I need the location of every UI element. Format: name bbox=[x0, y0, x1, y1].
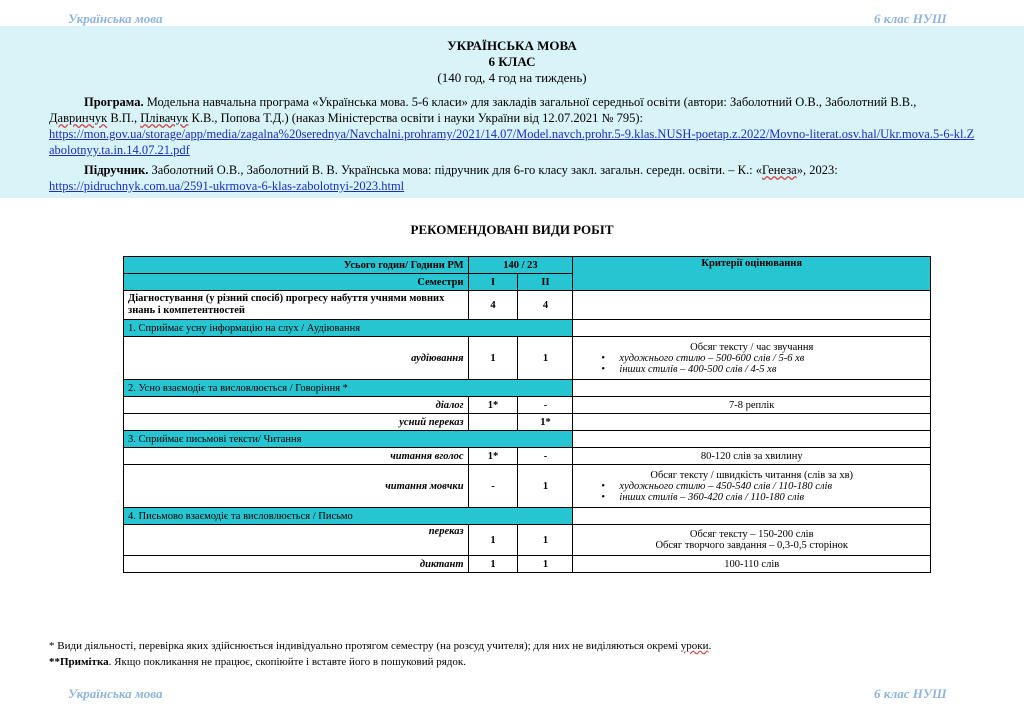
textbook-text-a: Заболотний О.В., Заболотний В. В. Українська мова: підручник для 6-го класу закл. загальн. середн. освіти. – К.: « bbox=[148, 163, 762, 177]
loud-s2: - bbox=[518, 448, 573, 465]
loud-crit: 80-120 слів за хвилину bbox=[573, 448, 931, 465]
pere-crit-1: Обсяг тексту – 150-200 слів bbox=[689, 529, 814, 540]
hours-value: 140 / 23 bbox=[468, 257, 573, 274]
footnote-2-label: **Примітка bbox=[49, 656, 109, 668]
diag-s2: 4 bbox=[518, 291, 573, 320]
pere-s2: 1 bbox=[518, 525, 573, 556]
aud-crit-2: • інших стилів – 400-500 слів / 4-5 хв bbox=[619, 364, 926, 375]
running-footer bbox=[0, 680, 1024, 704]
table-row bbox=[124, 337, 931, 380]
table-row bbox=[124, 448, 931, 465]
table-row bbox=[124, 397, 931, 414]
dict-crit: 100-110 слів bbox=[573, 556, 931, 573]
dict-s1: 1 bbox=[468, 556, 518, 573]
silent-crit-title: Обсяг тексту / швидкість читання (слів за хв) bbox=[650, 469, 854, 481]
dict-label: диктант bbox=[124, 556, 469, 573]
pere-label: переказ bbox=[124, 525, 469, 556]
program-paragraph bbox=[49, 94, 976, 158]
textbook-publisher: Генеза bbox=[761, 163, 797, 177]
table-row bbox=[124, 431, 931, 448]
program-link[interactable]: https://mon.gov.ua/storage/app/media/zagalna%20serednya/Navchalni.prohramy/2021/14.07/Model.navch.prohr.5-9.klas.NUSH-poetap.z.2022/Movno-literat.osv.hal/Ukr.mova.5-6-kl.Zabolotnyy.ta.in.14.07.21.pdf bbox=[49, 127, 975, 157]
textbook-link[interactable]: https://pidruchnyk.com.ua/2591-ukrmova-6-klas-zabolotnyi-2023.html bbox=[49, 179, 405, 193]
table-row bbox=[124, 291, 931, 320]
diag-label: Діагностування (у різний спосіб) прогресу набуття учнями мовних знань і компетентностей bbox=[124, 291, 469, 320]
footnote-2-text: . Якщо покликання не працює, скопіюйте і вставте його в пошуковий рядок. bbox=[108, 656, 466, 668]
footnote-2 bbox=[49, 656, 466, 668]
semester-2: ІІ bbox=[518, 274, 573, 291]
aud-crit-title: Обсяг тексту / час звучання bbox=[690, 341, 814, 353]
section-3: 3. Сприймає письмові тексти/ Читання bbox=[124, 431, 573, 448]
silent-label: читання мовчки bbox=[124, 465, 469, 508]
footer-subject: Українська мова bbox=[68, 686, 163, 701]
dial-crit: 7-8 реплік bbox=[573, 397, 931, 414]
textbook-paragraph bbox=[49, 162, 976, 194]
retell-s2: 1* bbox=[518, 414, 573, 431]
dial-label: діалог bbox=[124, 397, 469, 414]
silent-crit-2: • інших стилів – 360-420 слів / 110-180 слів bbox=[619, 492, 926, 503]
aud-label: аудіювання bbox=[124, 337, 469, 380]
hours-label: Усього годин/ Години РМ bbox=[124, 257, 469, 274]
criteria-header: Критерії оцінювання bbox=[573, 257, 931, 291]
diag-s1: 4 bbox=[468, 291, 518, 320]
textbook-label: Підручник. bbox=[84, 163, 149, 177]
header-grade: 6 клас НУШ bbox=[874, 11, 947, 26]
silent-s1: - bbox=[468, 465, 518, 508]
footnote-1-text: * Види діяльності, перевірка яких здійснюється індивідуально протягом семестру (на розсуд учителя); для них не виділяються окремі bbox=[49, 640, 681, 652]
table-row bbox=[124, 414, 931, 431]
dial-s2: - bbox=[518, 397, 573, 414]
silent-crit-1: • художнього стилю – 450-540 слів / 110-180 слів bbox=[619, 481, 926, 492]
section-1: 1. Сприймає усну інформацію на слух / Аудіювання bbox=[124, 320, 573, 337]
section-title: РЕКОМЕНДОВАНІ ВИДИ РОБІТ bbox=[410, 222, 614, 237]
doc-hours: (140 год, 4 год на тиждень) bbox=[437, 70, 587, 85]
loud-s1: 1* bbox=[468, 448, 518, 465]
retell-s1 bbox=[468, 414, 518, 431]
program-text-a: Модельна навчальна програма «Українська мова. 5-6 класи» для закладів загальної середньої освіти (автори: Заболотний О.В., Заболотний В.В., bbox=[143, 95, 917, 109]
footnote-1-end: . bbox=[708, 640, 712, 652]
pere-crit-2: Обсяг творчого завдання – 0,3-0,5 сторінок bbox=[655, 540, 848, 551]
program-author-b: Плівачук bbox=[140, 111, 189, 125]
semester-1: І bbox=[468, 274, 518, 291]
table-row bbox=[124, 465, 931, 508]
program-label: Програма. bbox=[84, 95, 144, 109]
footnote-1 bbox=[49, 640, 711, 652]
footnote-1-word: уроки bbox=[680, 640, 709, 652]
table-row bbox=[124, 508, 931, 525]
table-row bbox=[124, 380, 931, 397]
pere-s1: 1 bbox=[468, 525, 518, 556]
table-row bbox=[124, 257, 931, 274]
footer-grade: 6 клас НУШ bbox=[874, 686, 947, 701]
doc-grade: 6 КЛАС bbox=[488, 54, 536, 69]
aud-s2: 1 bbox=[518, 337, 573, 380]
header-subject: Українська мова bbox=[68, 11, 163, 26]
semesters-label: Семестри bbox=[124, 274, 469, 291]
section-4: 4. Письмово взаємодіє та висловлюється / Письмо bbox=[124, 508, 573, 525]
aud-crit-1: • художнього стилю – 500-600 слів / 5-6 хв bbox=[619, 353, 926, 364]
aud-s1: 1 bbox=[468, 337, 518, 380]
silent-s2: 1 bbox=[518, 465, 573, 508]
program-text-b: В.П., bbox=[107, 111, 141, 125]
activities-table bbox=[123, 256, 931, 573]
table-row bbox=[124, 556, 931, 573]
dial-s1: 1* bbox=[468, 397, 518, 414]
doc-title: УКРАЇНСЬКА МОВА bbox=[447, 38, 577, 53]
program-author-a: Давринчук bbox=[49, 111, 108, 125]
table-row bbox=[124, 320, 931, 337]
program-text-c: К.В., Попова Т.Д.) (наказ Міністерства освіти і науки України від 12.07.2021 № 795): bbox=[188, 111, 643, 125]
dict-s2: 1 bbox=[518, 556, 573, 573]
textbook-text-b: », 2023: bbox=[796, 163, 838, 177]
retell-label: усний переказ bbox=[124, 414, 469, 431]
section-2: 2. Усно взаємодіє та висловлюється / Говоріння * bbox=[124, 380, 573, 397]
table-row bbox=[124, 525, 931, 556]
loud-label: читання вголос bbox=[124, 448, 469, 465]
